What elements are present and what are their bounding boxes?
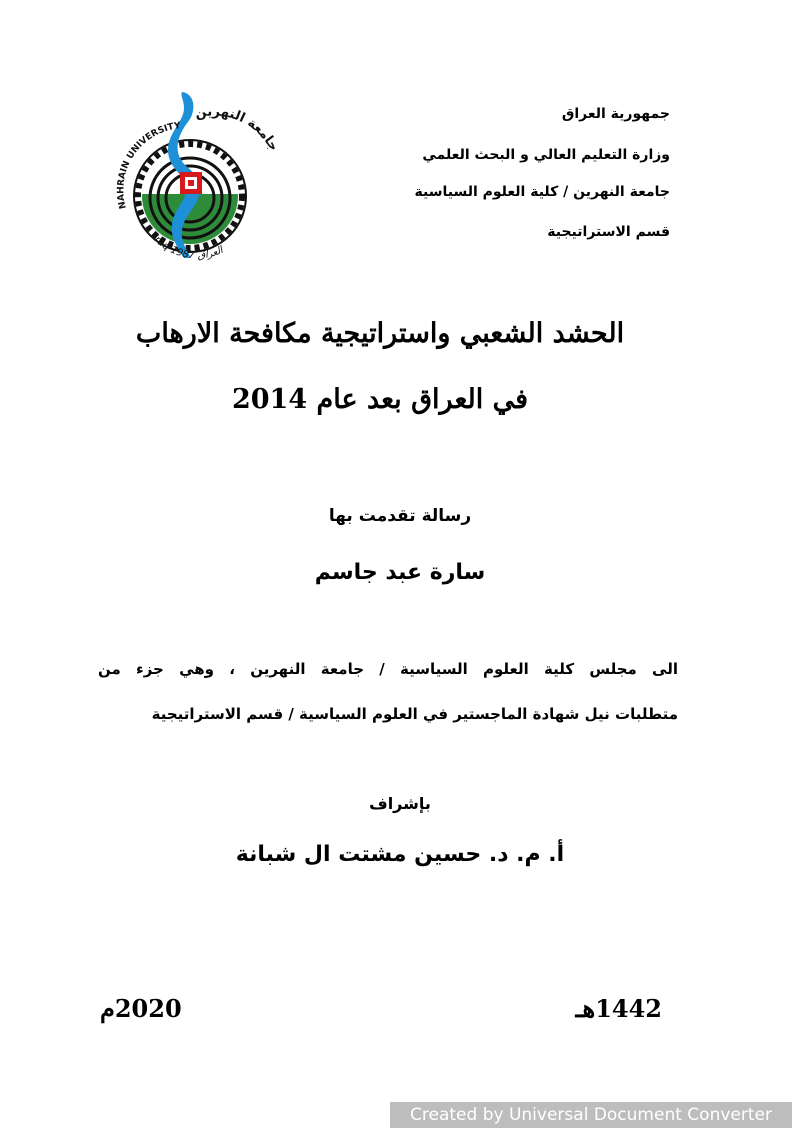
submission-label: رسالة تقدمت بها [328,506,472,526]
date-gregorian: 2020م [100,994,182,1023]
purpose-line2: متطلبات نيل شهادة الماجستير في العلوم السياسية / قسم الاستراتيجية [151,705,678,723]
header-university: جامعة النهرين / كلية العلوم السياسية [414,184,670,200]
university-logo [100,88,280,263]
supervisor-name: أ. م. د. حسين مشتت ال شبانة [235,842,565,867]
thesis-title-line1: الحشد الشعبي واستراتيجية مكافحة الارهاب [135,318,625,349]
header-ministry: وزارة التعليم العالي و البحث العلمي [422,147,670,163]
logo-footer: Iraq 1987 العراق [149,232,225,262]
author-name: سارة عبد جاسم [314,560,486,585]
nahrain-seal-icon [100,88,280,263]
logo-university-ar: جامعة النهرين [193,104,280,154]
converter-watermark: Created by Universal Document Converter [390,1102,792,1128]
date-hijri: 1442هـ [575,994,662,1023]
header-department: قسم الاستراتيجية [547,224,670,240]
thesis-title-line2: في العراق بعد عام 2014 [231,384,529,415]
purpose-line1: الى مجلس كلية العلوم السياسية / جامعة النهرين ، وهي جزء من [98,660,678,678]
logo-university-en: NAHRAIN UNIVERSITY [116,121,182,210]
supervision-label: بإشراف [369,794,431,813]
header-republic: جمهورية العراق [561,106,670,122]
